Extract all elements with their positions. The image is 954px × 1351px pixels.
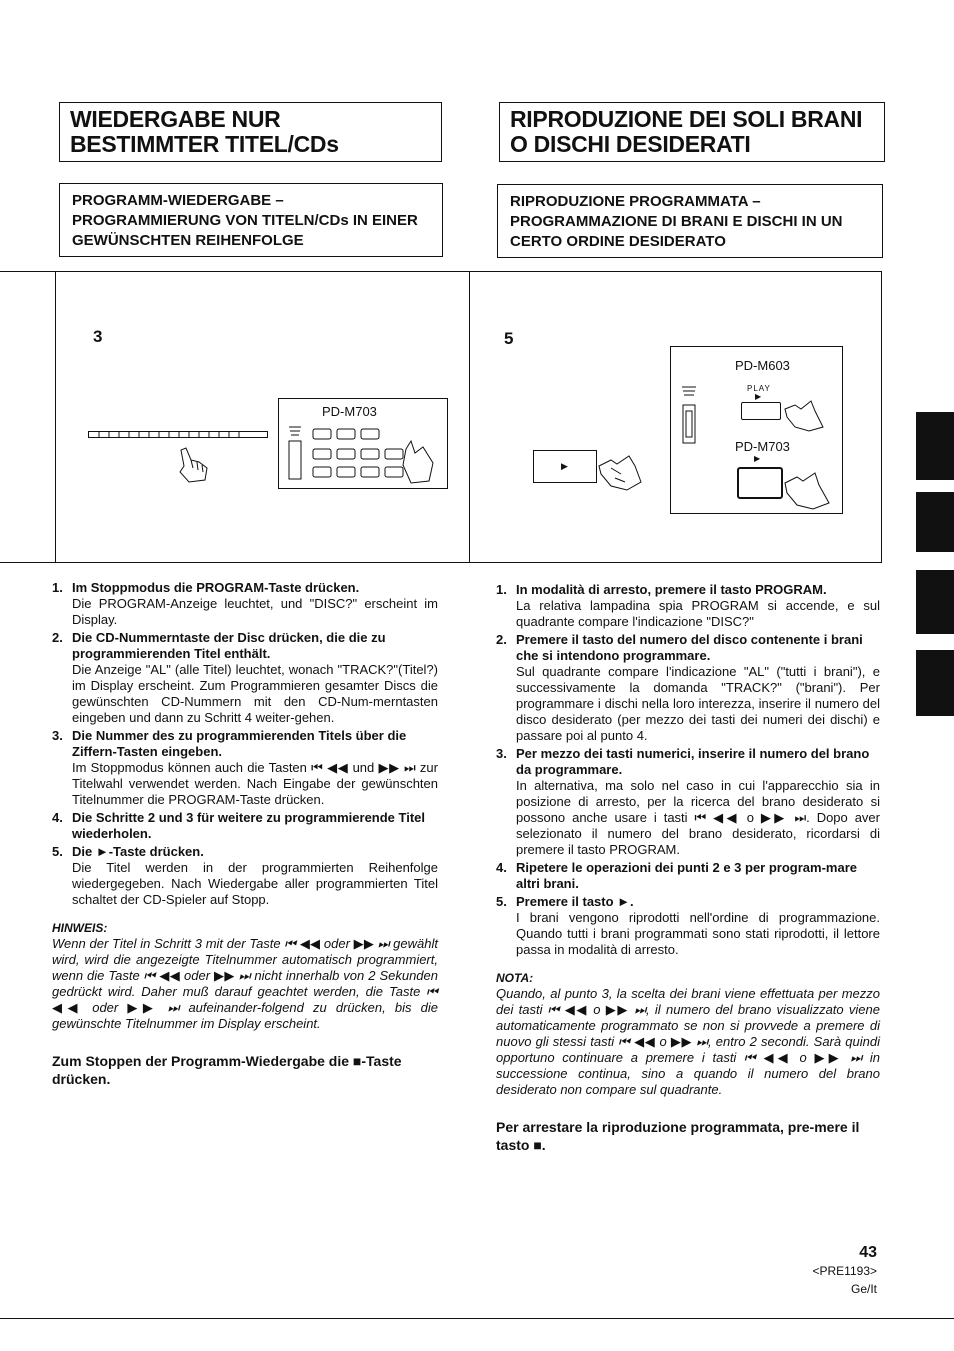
left-column bbox=[52, 580, 438, 1088]
step-body: Die Titel werden in der programmierten Reihenfolge wiedergegeben. Nach Wiedergabe aller programmierten Titel schaltet der CD-Spieler auf Stopp. bbox=[72, 860, 438, 907]
remote-body-icon bbox=[679, 385, 699, 447]
right-title bbox=[499, 102, 885, 162]
player-display-strip bbox=[88, 431, 268, 438]
step-number: 1. bbox=[496, 582, 507, 597]
step-heading: Die CD-Nummerntaste der Disc drücken, die die zu programmierenden Titel enthält. bbox=[72, 630, 386, 661]
figure-area-top-rule bbox=[0, 271, 882, 272]
right-note-title: NOTA: bbox=[496, 971, 534, 985]
step-heading: Die ►-Taste drücken. bbox=[72, 844, 204, 859]
play-button-box[interactable] bbox=[533, 450, 597, 483]
left-note-text: Wenn der Titel in Schritt 3 mit der Taste ⏮ ◀◀ oder ▶▶ ⏭ gewählt wird, wird die angezeigte Titelnummer automatisch programmiert, wenn die Taste ⏮ ◀◀ oder ▶▶ ⏭ nicht innerhalb von 2 Sekunden gedrückt wird. Daher muß darauf geachtet werden, die Taste ⏮ ◀◀ oder ▶▶ ⏭ aufeinander-folgend zu drücken, bis die gewünschte Titelnummer im Display erscheint. bbox=[52, 936, 438, 1031]
list-item bbox=[496, 894, 880, 958]
list-item bbox=[52, 810, 438, 842]
step-heading: In modalità di arresto, premere il tasto PROGRAM. bbox=[516, 582, 827, 597]
play-button-pd-m603[interactable] bbox=[741, 402, 781, 420]
step-heading: Ripetere le operazioni dei punti 2 e 3 per program-mare altri brani. bbox=[516, 860, 857, 891]
left-figure-model: PD-M703 bbox=[322, 404, 377, 419]
right-note-text: Quando, al punto 3, la scelta dei brani viene effettuata per mezzo dei tasti ⏮ ◀◀ o ▶▶ ⏭, il numero del brano visualizzato viene automaticamente programmato se non si provvede a premere di nuovo gli stessi tasti ⏮ ◀◀ o ▶▶ ⏭, entro 2 secondi. Sarà quindi opportuno continuare a premere i tasti ⏮ ◀◀ o ▶▶ ⏭ in successione continua, sino a quando il numero del brano desiderato non compare sul quadrante. bbox=[496, 986, 880, 1097]
play-icon: ▶ bbox=[561, 461, 568, 471]
step-number: 4. bbox=[496, 860, 507, 875]
left-stop-text: Zum Stoppen der Programm-Wiedergabe die ■-Taste drücken. bbox=[52, 1053, 402, 1087]
step-body: Im Stoppmodus können auch die Tasten ⏮ ◀◀ und ▶▶ ⏭ zur Titelwahl verwendet werden. Nach Eingabe der gewünschten Titelnummer die PROGRAM-Taste drücken. bbox=[72, 760, 438, 807]
left-steps bbox=[52, 580, 438, 908]
step-body: Die Anzeige "AL" (alle Titel) leuchtet, wonach "TRACK?"(Titel?) im Display erscheint. Zum Programmieren gesamter Discs die gewünschten CD-Nummern mit den CD-Num-merntasten eingeben und dann zu Schritt 4 weiter-gehen. bbox=[72, 662, 438, 725]
list-item bbox=[496, 860, 880, 892]
step-number: 4. bbox=[52, 810, 63, 825]
step-number: 3. bbox=[496, 746, 507, 761]
right-steps bbox=[496, 582, 880, 958]
figure-area-bottom-rule bbox=[0, 562, 882, 563]
left-subtitle bbox=[59, 183, 443, 257]
step-body: Sul quadrante compare l'indicazione "AL" ("tutti i brani"), e successivamente la domanda "TRACK?" ("brani"). Per programmare i dischi nella loro interezza, inserire il numero del disco desiderato (per mezzo dei tasti dei numeri dei dischi) e passare poi al punto 4. bbox=[516, 664, 880, 743]
list-item bbox=[496, 746, 880, 858]
step-body: La relativa lampadina spia PROGRAM si accende, e sul quadrante compare l'indicazione "DISC?" bbox=[516, 598, 880, 629]
step-number: 5. bbox=[52, 844, 63, 859]
step-heading: Im Stoppmodus die PROGRAM-Taste drücken. bbox=[72, 580, 360, 595]
list-item bbox=[496, 582, 880, 630]
page-footer bbox=[757, 1244, 877, 1296]
right-figure-model-1: PD-M603 bbox=[735, 358, 790, 373]
page-number: 43 bbox=[859, 1244, 877, 1261]
left-title bbox=[59, 102, 442, 162]
display-segments bbox=[89, 432, 267, 437]
step-number: 1. bbox=[52, 580, 63, 595]
edge-tab-2 bbox=[916, 492, 954, 552]
right-subtitle-text: RIPRODUZIONE PROGRAMMATA – PROGRAMMAZIONE DI BRANI E DISCHI IN UN CERTO ORDINE DESIDERATO bbox=[510, 193, 843, 250]
list-item bbox=[52, 844, 438, 908]
play-small-icon-2: ▶ bbox=[754, 454, 761, 463]
step-body: I brani vengono riprodotti nell'ordine di programmazione. Quando tutti i brani programmati sono stati riprodotti, il lettore passa in modalità di arresto. bbox=[516, 910, 880, 957]
step-number: 2. bbox=[496, 632, 507, 647]
play-label: PLAY bbox=[747, 384, 771, 393]
list-item bbox=[52, 630, 438, 726]
step-number: 5. bbox=[496, 894, 507, 909]
figure-area-right-rule bbox=[881, 271, 882, 563]
right-figure-model-2: PD-M703 bbox=[735, 439, 790, 454]
play-button-pd-m703[interactable] bbox=[737, 467, 783, 499]
right-figure-step: 5 bbox=[504, 329, 514, 348]
step-heading: Die Schritte 2 und 3 für weitere zu programmierende Titel wiederholen. bbox=[72, 810, 426, 841]
step-heading: Premere il tasto ►. bbox=[516, 894, 634, 909]
step-heading: Per mezzo dei tasti numerici, inserire il numero del brano da programmare. bbox=[516, 746, 870, 777]
left-subtitle-text: PROGRAMM-WIEDERGABE – PROGRAMMIERUNG VON TITELN/CDs IN EINER GEWÜNSCHTEN REIHENFOLGE bbox=[72, 192, 418, 249]
language-code: Ge/It bbox=[850, 1282, 877, 1296]
left-note-title: HINWEIS: bbox=[52, 921, 108, 935]
list-item bbox=[52, 580, 438, 628]
remote-inset-pd-m703 bbox=[278, 398, 448, 489]
left-title-text: WIEDERGABE NUR BESTIMMTER TITEL/CDs bbox=[70, 106, 339, 157]
edge-tab-3 bbox=[916, 570, 954, 634]
hand-pointer-icon-3 bbox=[783, 399, 827, 433]
play-small-icon-1: ▶ bbox=[755, 392, 762, 401]
hand-pointer-icon-2 bbox=[597, 452, 645, 492]
right-subtitle bbox=[497, 184, 883, 258]
hand-pointer-icon bbox=[175, 446, 215, 486]
right-stop-text: Per arrestare la riproduzione programmata, pre-mere il tasto ■. bbox=[496, 1119, 860, 1153]
edge-tab-1 bbox=[916, 412, 954, 480]
step-heading: Die Nummer des zu programmierenden Titels über die Ziffern-Tasten eingeben. bbox=[72, 728, 407, 759]
edge-tab-4 bbox=[916, 650, 954, 716]
step-body: In alternativa, ma solo nel caso in cui l'apparecchio sia in posizione di arresto, per la ricerca del brano desiderato si possono anche usare i tasti ⏮ ◀◀ o ▶▶ ⏭. Dopo aver selezionato il numero del brano desiderato, ricordarsi di premere il tasto PROGRAM. bbox=[516, 778, 880, 857]
right-title-text: RIPRODUZIONE DEI SOLI BRANI O DISCHI DESIDERATI bbox=[510, 106, 863, 157]
right-column bbox=[496, 582, 880, 1154]
figure-area-left-rule bbox=[55, 271, 56, 563]
step-number: 2. bbox=[52, 630, 63, 645]
left-figure-step: 3 bbox=[93, 327, 103, 346]
document-code: <PRE1193> bbox=[812, 1264, 877, 1278]
bottom-rule bbox=[0, 1318, 954, 1319]
hand-pointer-icon-4 bbox=[783, 471, 833, 511]
step-heading: Premere il tasto del numero del disco contenente i brani che si intendono programmare. bbox=[516, 632, 863, 663]
list-item bbox=[496, 632, 880, 744]
list-item bbox=[52, 728, 438, 808]
figure-area-mid-rule bbox=[469, 271, 470, 563]
remote-inset-pd-m603 bbox=[670, 346, 843, 514]
step-number: 3. bbox=[52, 728, 63, 743]
step-body: Die PROGRAM-Anzeige leuchtet, und "DISC?" erscheint im Display. bbox=[72, 596, 438, 627]
remote-keypad-icon bbox=[283, 423, 445, 485]
